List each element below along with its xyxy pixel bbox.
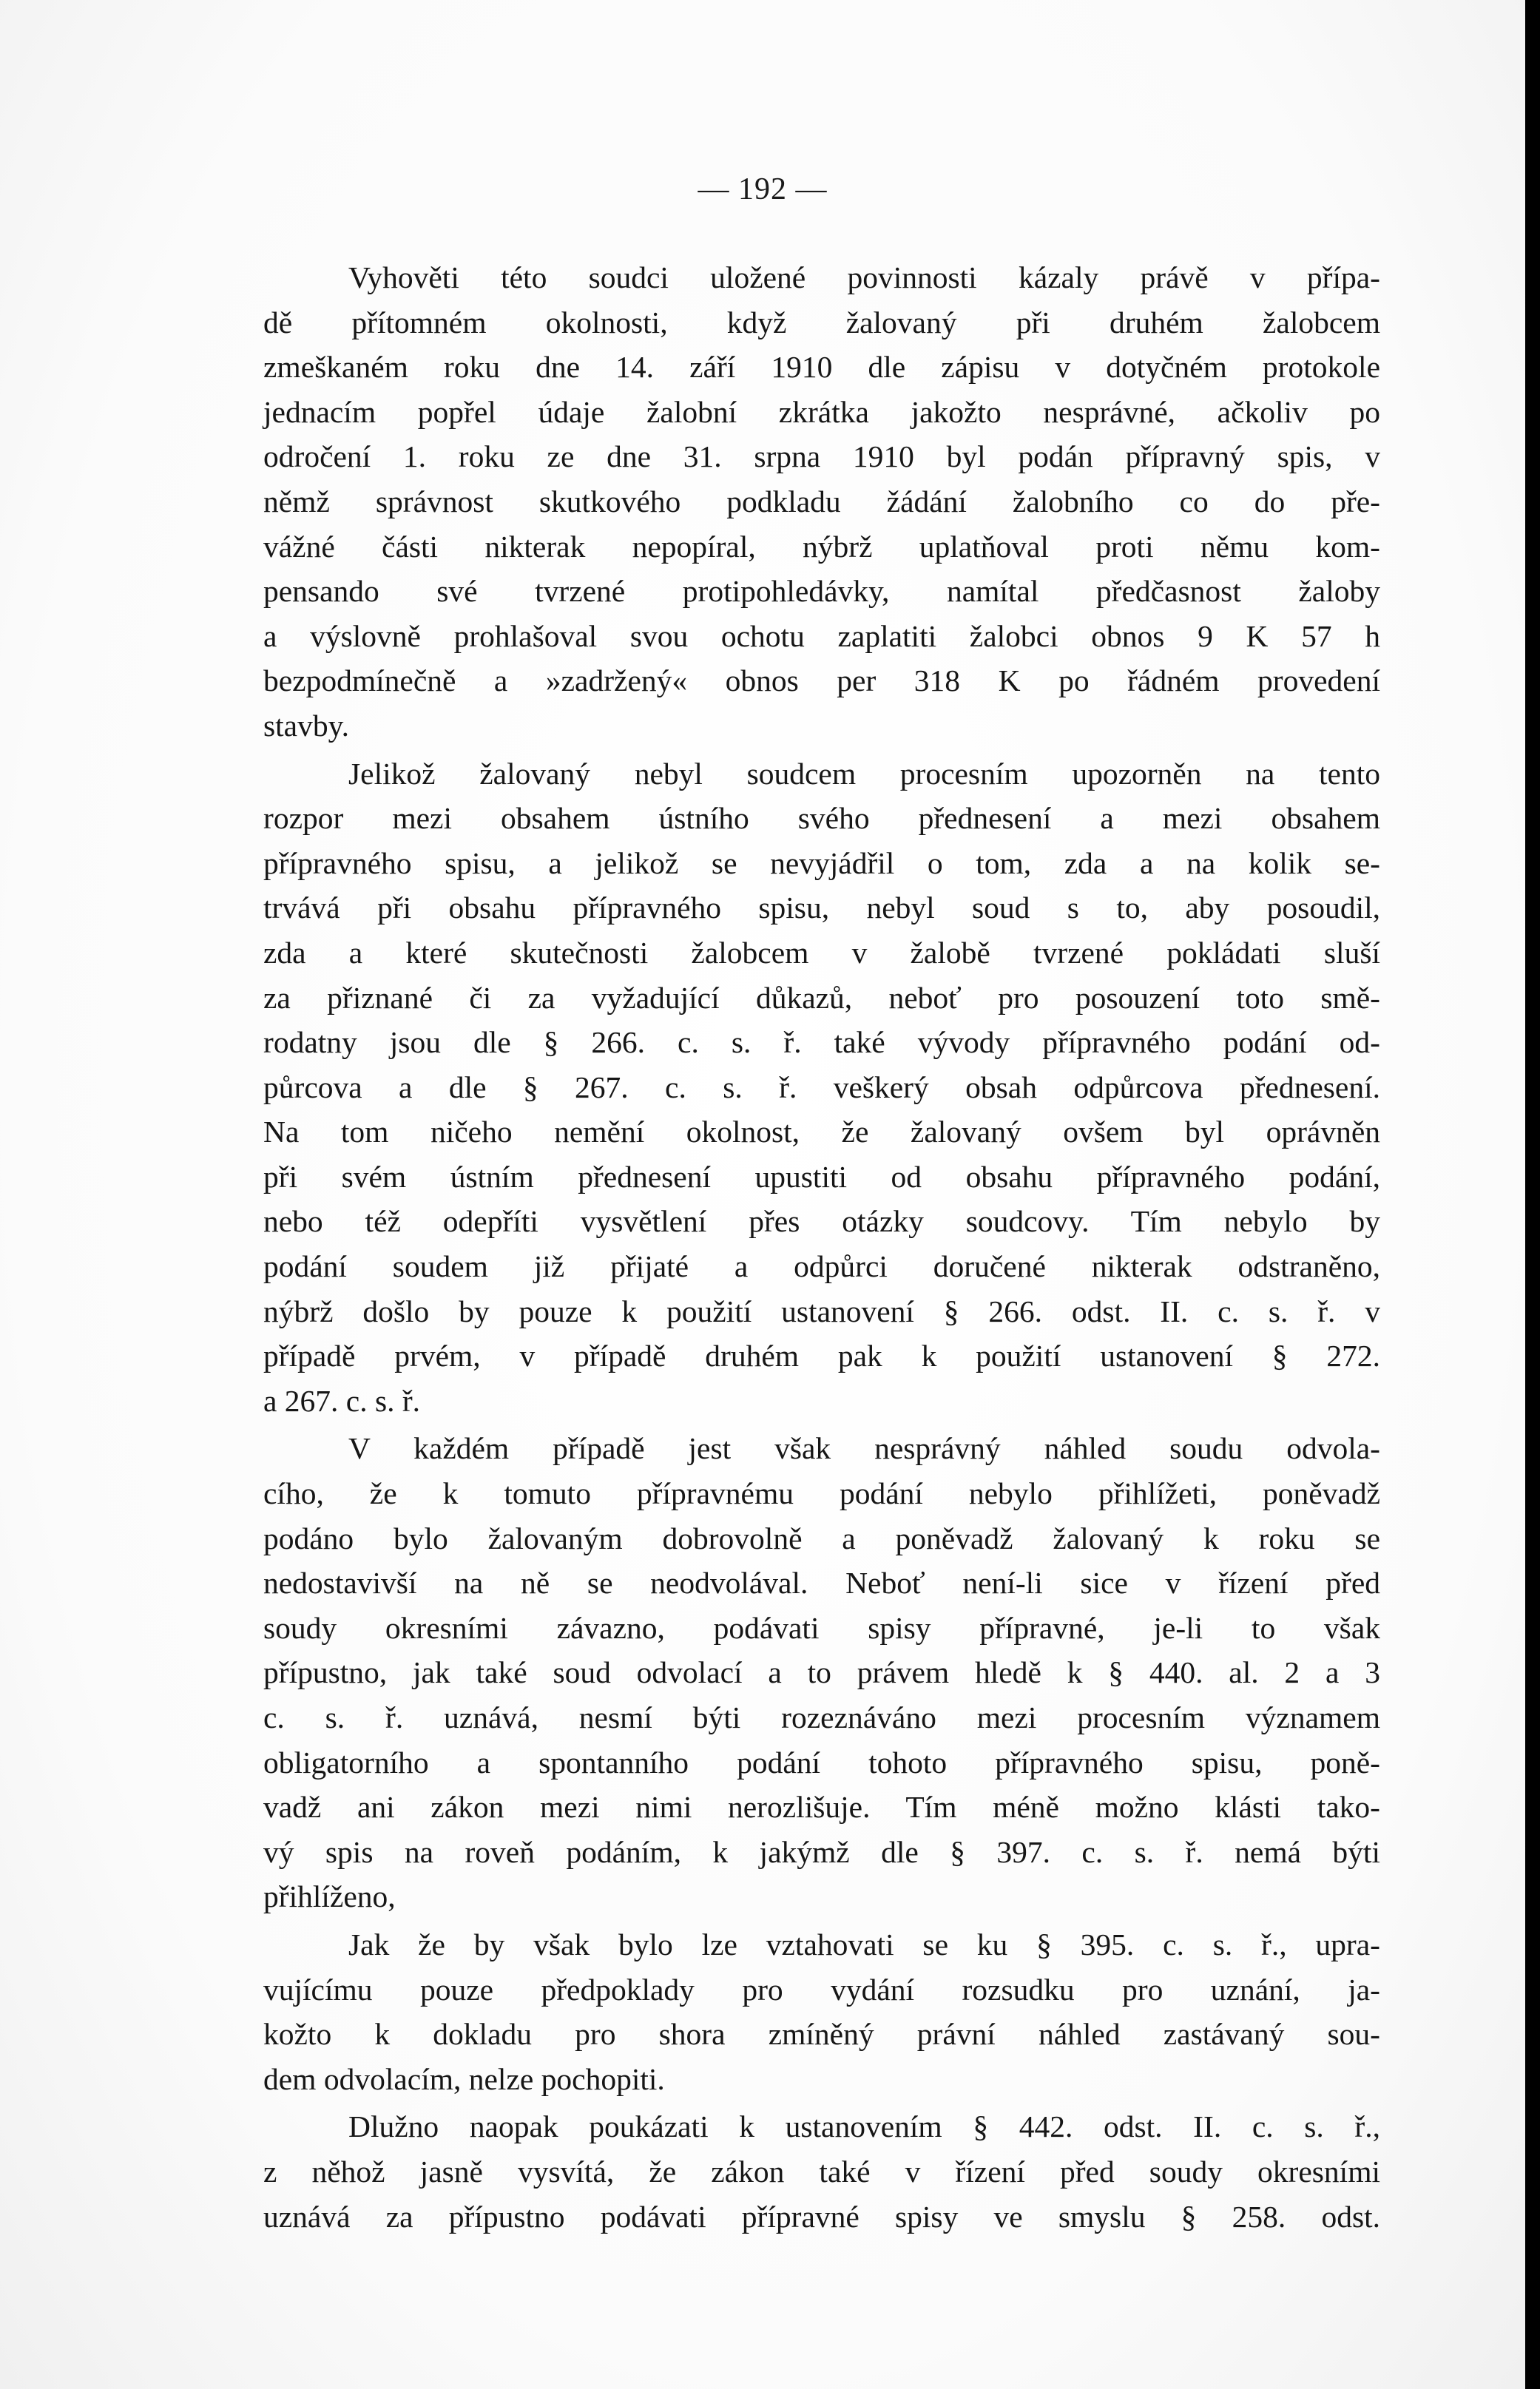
text-line: vujícímu pouze předpoklady pro vydání rozsudku pro uznání, ja- xyxy=(263,1972,1380,2007)
text-line: půrcova a dle § 267. c. s. ř. veškerý obsah odpůrcova přednesení. xyxy=(263,1070,1380,1104)
text-line: pensando své tvrzené protipohledávky, namítal předčasnost žaloby xyxy=(263,574,1380,609)
text-line: případě prvém, v případě druhém pak k použití ustanovení § 272. xyxy=(263,1339,1380,1373)
paragraph xyxy=(263,1922,1380,2101)
text-line: Dlužno naopak poukázati k ustanovením § 442. odst. II. c. s. ř., xyxy=(348,2109,1380,2144)
text-line: přípustno, jak také soud odvolací a to právem hledě k § 440. al. 2 a 3 xyxy=(263,1655,1380,1690)
paragraph xyxy=(263,2104,1380,2239)
text-line: z něhož jasně vysvítá, že zákon také v řízení před soudy okresními xyxy=(263,2154,1380,2189)
text-line: nebo též odepříti vysvětlení přes otázky soudcovy. Tím nebylo by xyxy=(263,1204,1380,1239)
text-line: podání soudem již přijaté a odpůrci doručené nikterak odstraněno, xyxy=(263,1249,1380,1284)
text-line: trvává při obsahu přípravného spisu, nebyl soud s to, aby posoudil, xyxy=(263,891,1380,925)
text-line: při svém ústním přednesení upustiti od obsahu přípravného podání, xyxy=(263,1159,1380,1194)
text-line: nýbrž došlo by pouze k použití ustanovení § 266. odst. II. c. s. ř. v xyxy=(263,1294,1380,1328)
text-line: rodatny jsou dle § 266. c. s. ř. také vývody přípravného podání od- xyxy=(263,1025,1380,1060)
text-line: rozpor mezi obsahem ústního svého přednesení a mezi obsahem xyxy=(263,801,1380,836)
text-line: přihlíženo, xyxy=(263,1879,396,1914)
text-line: Na tom ničeho nemění okolnost, že žalovaný ovšem byl oprávněn xyxy=(263,1115,1380,1149)
text-line: zda a které skutečnosti žalobcem v žalobě tvrzené pokládati sluší xyxy=(263,935,1380,970)
text-line: jednacím popřel údaje žalobní zkrátka jakožto nesprávné, ačkoliv po xyxy=(263,394,1380,429)
text-line: podáno bylo žalovaným dobrovolně a poněvadž žalovaný k roku se xyxy=(263,1521,1380,1555)
body-text xyxy=(263,255,1380,2239)
text-line: vážné části nikterak nepopíral, nýbrž uplatňoval proti němu kom- xyxy=(263,529,1380,564)
text-line: kožto k dokladu pro shora zmíněný právní náhled zastávaný sou- xyxy=(263,2017,1380,2052)
paragraph xyxy=(263,255,1380,749)
text-line: Jelikož žalovaný nebyl soudcem procesním upozorněn na tento xyxy=(348,756,1380,791)
text-line: zmeškaném roku dne 14. září 1910 dle zápisu v dotyčném protokole xyxy=(263,350,1380,385)
text-line: c. s. ř. uznává, nesmí býti rozeznáváno mezi procesním významem xyxy=(263,1700,1380,1734)
text-line: přípravného spisu, a jelikož se nevyjádřil o tom, zda a na kolik se- xyxy=(263,845,1380,880)
text-line: a 267. c. s. ř. xyxy=(263,1383,421,1418)
paragraph xyxy=(263,1426,1380,1919)
text-line: vadž ani zákon mezi nimi nerozlišuje. Tím méně možno klásti tako- xyxy=(263,1790,1380,1825)
text-line: nedostavivší na ně se neodvolával. Neboť není-li sice v řízení před xyxy=(263,1566,1380,1601)
text-line: cího, že k tomuto přípravnému podání nebylo přihlížeti, poněvadž xyxy=(263,1476,1380,1511)
text-line: stavby. xyxy=(263,708,350,743)
text-line: dě přítomném okolnosti, když žalovaný při druhém žalobcem xyxy=(263,305,1380,339)
page-number: — 192 — xyxy=(698,172,828,206)
text-line: odročení 1. roku ze dne 31. srpna 1910 byl podán přípravný spis, v xyxy=(263,439,1380,474)
paragraph xyxy=(263,751,1380,1424)
text-line: a výslovně prohlašoval svou ochotu zaplatiti žalobci obnos 9 K 57 h xyxy=(263,618,1380,653)
text-line: němž správnost skutkového podkladu žádání žalobního co do pře- xyxy=(263,484,1380,518)
text-line: Vyhověti této soudci uložené povinnosti kázaly právě v přípa- xyxy=(348,260,1380,294)
text-line: Jak že by však bylo lze vztahovati se ku § 395. c. s. ř., upra- xyxy=(348,1927,1380,1961)
text-line: soudy okresními závazno, podávati spisy přípravné, je-li to však xyxy=(263,1610,1380,1645)
text-line: obligatorního a spontanního podání tohoto přípravného spisu, poně- xyxy=(263,1745,1380,1780)
text-line: V každém případě jest však nesprávný náhled soudu odvola- xyxy=(348,1431,1380,1466)
text-line: dem odvolacím, nelze pochopiti. xyxy=(263,2061,665,2096)
text-line: uznává za přípustno podávati přípravné spisy ve smyslu § 258. odst. xyxy=(263,2199,1380,2234)
text-line: bezpodmínečně a »zadržený« obnos per 318 K po řádném provedení xyxy=(263,663,1380,698)
text-line: vý spis na roveň podáním, k jakýmž dle § 397. c. s. ř. nemá býti xyxy=(263,1834,1380,1869)
text-line: za přiznané či za vyžadující důkazů, neboť pro posouzení toto smě- xyxy=(263,980,1380,1015)
